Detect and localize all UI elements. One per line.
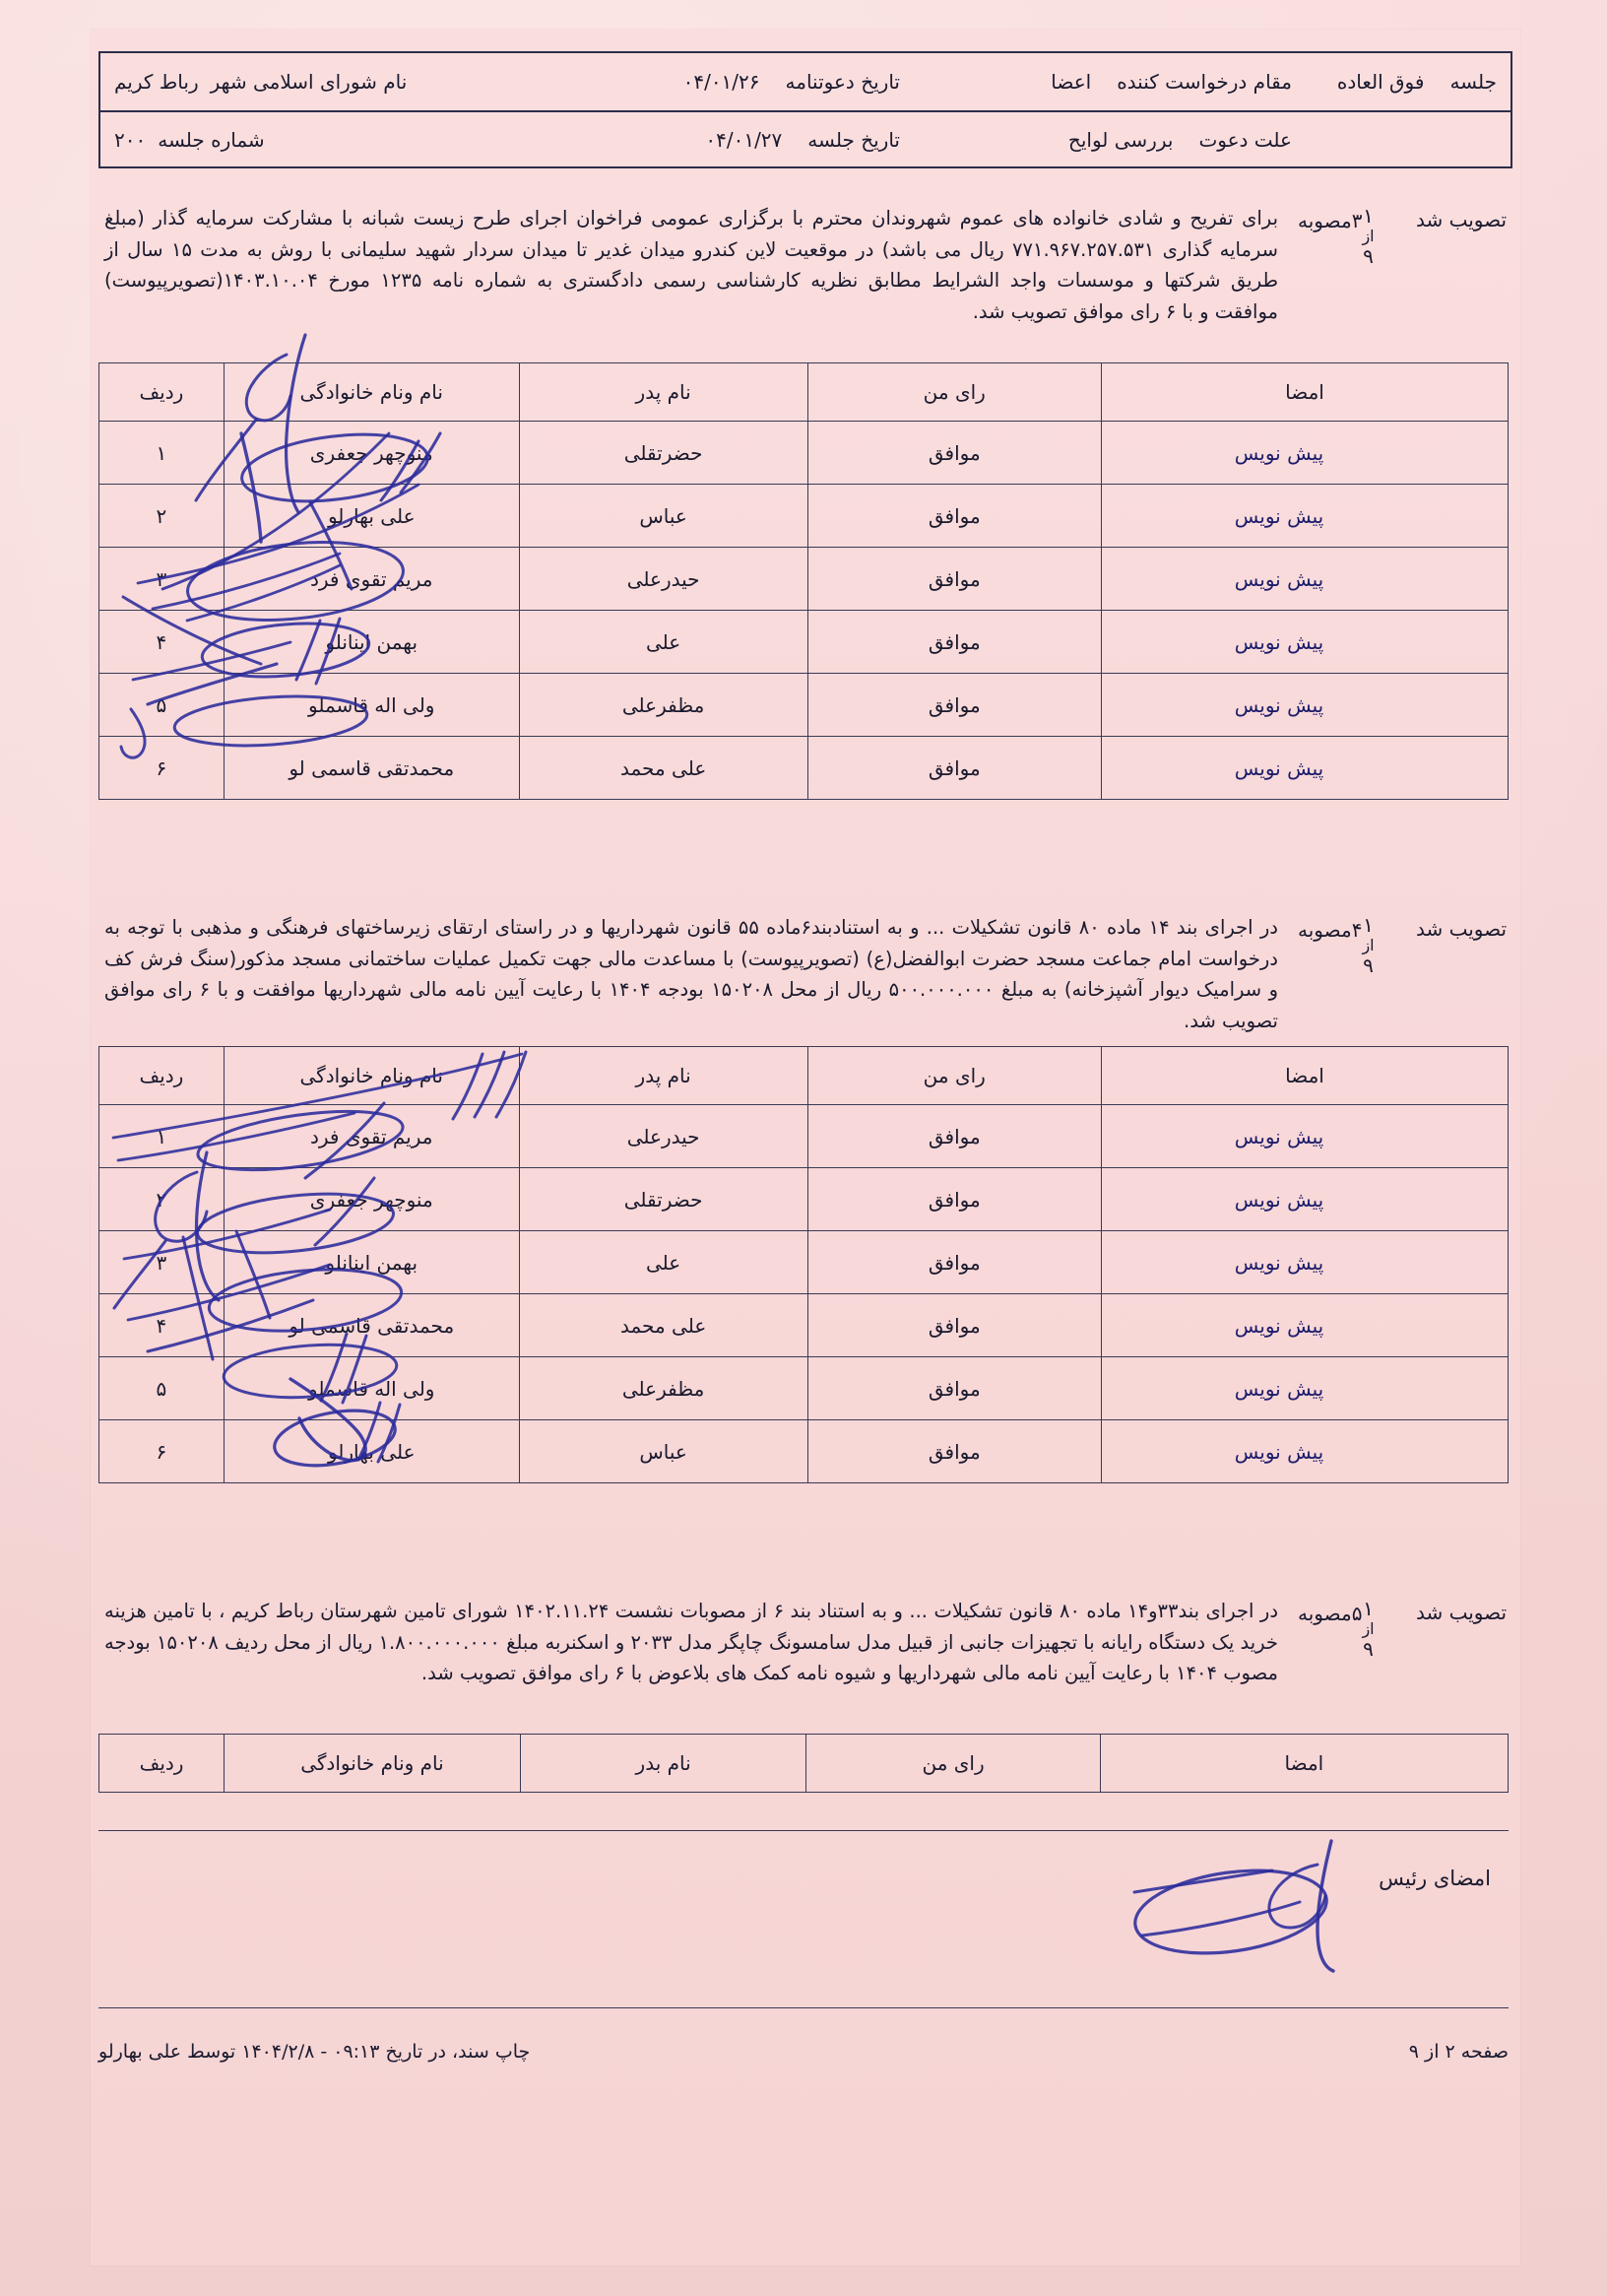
document-footer — [98, 2041, 1509, 2063]
resolution-page-frac-3 — [1362, 205, 1374, 268]
cell-name: مریم تقوی فرد — [224, 1105, 519, 1168]
cell-vote: موافق — [807, 1357, 1102, 1420]
cell-father: حضرتقلی — [519, 1168, 807, 1231]
resolution-text-4: در اجرای بند ۱۴ ماده ۸۰ قانون تشکیلات ... و به استنادبند۶ماده ۵۵ قانون شهرداریها و در راستای ارتقای زیرساختهای فرهنگی و مذهبی با توجه به درخواست امام جماعت مسجد حضرت ابوالفضل(ع) (تصویرپیوست) با مساعدت مالی جهت تکمیل عملیات ساختمانی مسجد مذکور(سنگ فرش کف و سرامیک دیوار آشپزخانه) به مبلغ ۵۰۰.۰۰۰.۰۰۰ ریال از محل ۱۵۰۲۰۸ بودجه ۱۴۰۴ با رعایت آیین نامه مالی شهرداریها موافقت و با ۶ رای موافق تصویب شد. — [104, 916, 1279, 1032]
table-row — [99, 1231, 1509, 1294]
header-vote: رای من — [807, 1047, 1102, 1105]
resolution-status-5: تصویب شد — [1415, 1601, 1508, 1624]
cell-name: بهمن اینانلو — [224, 611, 519, 674]
cell-name: علی بهارلو — [224, 485, 519, 548]
header-father: نام پدر — [519, 363, 807, 422]
table-row — [99, 1105, 1509, 1168]
cell-father: عباس — [519, 1420, 807, 1483]
resolution-of-label-5: از — [1362, 1619, 1375, 1638]
cell-name: بهمن اینانلو — [224, 1231, 519, 1294]
resolution-of-label-3: از — [1362, 227, 1375, 245]
cell-sign — [1102, 1168, 1509, 1231]
resolution-number-5: ۵ — [1351, 1602, 1363, 1625]
header-sign: امضا — [1100, 1735, 1508, 1793]
header-vote: رای من — [807, 363, 1102, 422]
header-name: نام ونام خانوادگی — [224, 363, 519, 422]
chairman-signature-label: امضای رئیس — [1379, 1867, 1491, 1890]
session-number-label: شماره جلسه — [158, 128, 265, 153]
sign-draft-text: پیش نویس — [1234, 1376, 1324, 1401]
header-father: نام پدر — [519, 1047, 807, 1105]
resolution-label-4: مصوبه — [1298, 918, 1352, 942]
cell-vote: موافق — [807, 548, 1102, 611]
cell-sign — [1102, 548, 1509, 611]
table-row — [99, 1420, 1509, 1483]
votes-table-header-row — [99, 363, 1509, 422]
cell-father: علی محمد — [519, 737, 807, 800]
table-row — [99, 674, 1509, 737]
invite-date-label: تاریخ دعوتنامه — [785, 69, 900, 94]
cell-father: عباس — [519, 485, 807, 548]
resolution-label-3: مصوبه — [1298, 209, 1352, 232]
cell-father: علی — [519, 611, 807, 674]
resolution-page-total-4: ۹ — [1363, 953, 1374, 978]
cell-father: علی — [519, 1231, 807, 1294]
invite-date-field — [591, 70, 914, 94]
header-father: نام بدر — [520, 1735, 806, 1793]
resolution-page-total-5: ۹ — [1363, 1637, 1374, 1662]
session-type-value: فوق العاده — [1336, 69, 1425, 94]
requester-field — [914, 70, 1306, 94]
resolution-meta-3 — [1288, 203, 1414, 268]
cell-row: ۵ — [99, 1357, 225, 1420]
header-name: نام ونام خانوادگی — [225, 1735, 521, 1793]
header-sign: امضا — [1102, 363, 1509, 422]
table-row — [99, 422, 1509, 485]
resolution-page-frac-5 — [1362, 1598, 1374, 1661]
signature-divider-top — [98, 1830, 1509, 1831]
cell-row: ۵ — [99, 674, 225, 737]
cell-name: ولی اله قاسملو — [224, 1357, 519, 1420]
cell-vote: موافق — [807, 611, 1102, 674]
session-number-value: ۲۰۰ — [114, 128, 147, 153]
cell-father: مظفرعلی — [519, 674, 807, 737]
invite-reason-label: علت دعوت — [1198, 128, 1292, 153]
cell-name: ولی اله قاسملو — [224, 674, 519, 737]
cell-father: مظفرعلی — [519, 1357, 807, 1420]
votes-table-3 — [98, 362, 1509, 800]
cell-sign — [1102, 1357, 1509, 1420]
resolution-number-3: ۳ — [1351, 209, 1363, 232]
table-row — [99, 1168, 1509, 1231]
cell-row: ۶ — [99, 1420, 225, 1483]
resolution-page-total-3: ۹ — [1363, 244, 1374, 269]
meeting-header-box — [98, 51, 1512, 168]
cell-sign — [1102, 737, 1509, 800]
table-row — [99, 737, 1509, 800]
sign-draft-text: پیش نویس — [1234, 1124, 1324, 1148]
cell-sign — [1102, 422, 1509, 485]
resolution-block-3 — [98, 203, 1509, 327]
requester-value: اعضا — [1051, 69, 1092, 94]
session-type-label: جلسه — [1449, 69, 1497, 94]
cell-vote: موافق — [807, 485, 1102, 548]
cell-father: حیدرعلی — [519, 1105, 807, 1168]
resolution-text-5: در اجرای بند۳۳و۱۴ ماده ۸۰ قانون تشکیلات ... و به استناد بند ۶ از مصوبات نشست ۱۴۰۲.۱۱.۲۴ شورای تامین شهرستان رباط کریم ، با تامین هزینه خرید یک دستگاه رایانه با تجهیزات جانبی از قبیل مدل سامسونگ چاپگر مدل ۲۰۳۳ و اسکنربه مبلغ ۱.۸۰۰.۰۰۰.۰۰۰ ریال از محل ردیف ۱۵۰۲۰۸ بودجه مصوب ۱۴۰۴ با رعایت آیین نامه مالی شهرداریها و شیوه نامه کمک های بلاعوض با ۶ رای موافق تصویب شد. — [104, 1600, 1279, 1685]
session-date-value: ۰۴/۰۱/۲۷ — [705, 128, 783, 153]
signature-divider-bottom — [98, 2007, 1509, 2008]
sign-draft-text: پیش نویس — [1234, 1250, 1324, 1275]
cell-sign — [1102, 1294, 1509, 1357]
sign-draft-text: پیش نویس — [1234, 1187, 1324, 1212]
cell-name: محمدتقی قاسمی لو — [224, 737, 519, 800]
cell-vote: موافق — [807, 1294, 1102, 1357]
session-date-field — [591, 128, 914, 152]
cell-row: ۲ — [99, 485, 225, 548]
table-row — [99, 611, 1509, 674]
cell-vote: موافق — [807, 1168, 1102, 1231]
cell-name: علی بهارلو — [224, 1420, 519, 1483]
cell-name: محمدتقی قاسمی لو — [224, 1294, 519, 1357]
header-row: ردیف — [99, 1735, 225, 1793]
table-row — [99, 1294, 1509, 1357]
cell-name: منوچهر جعفری — [224, 422, 519, 485]
resolution-block-4 — [98, 912, 1509, 1036]
sign-draft-text: پیش نویس — [1234, 755, 1324, 780]
votes-table-5 — [98, 1734, 1509, 1793]
resolution-number-4: ۴ — [1351, 918, 1363, 942]
resolution-status-3: تصویب شد — [1415, 208, 1508, 231]
header-sign: امضا — [1102, 1047, 1509, 1105]
sign-draft-text: پیش نویس — [1234, 1313, 1324, 1338]
cell-row: ۳ — [99, 1231, 225, 1294]
cell-row: ۱ — [99, 422, 225, 485]
cell-sign — [1102, 485, 1509, 548]
resolution-of-label-4: از — [1362, 936, 1375, 954]
resolution-page-current-5: ۱ — [1363, 1597, 1374, 1620]
cell-row: ۴ — [99, 611, 225, 674]
session-type-field — [1306, 70, 1511, 94]
council-name-field — [100, 70, 591, 94]
resolution-meta-4 — [1288, 912, 1414, 977]
page-info: صفحه ۲ از ۹ — [1408, 2041, 1509, 2063]
table-row — [99, 485, 1509, 548]
sign-draft-text: پیش نویس — [1234, 440, 1324, 465]
invite-reason-field — [914, 128, 1306, 152]
cell-vote: موافق — [807, 1105, 1102, 1168]
sign-draft-text: پیش نویس — [1234, 1439, 1324, 1464]
session-date-label: تاریخ جلسه — [807, 128, 900, 153]
header-row-2 — [100, 112, 1511, 169]
invite-date-value: ۰۴/۰۱/۲۶ — [682, 69, 760, 94]
sign-draft-text: پیش نویس — [1234, 629, 1324, 654]
council-name-value: رباط کریم — [114, 69, 199, 94]
cell-vote: موافق — [807, 737, 1102, 800]
header-row: ردیف — [99, 363, 225, 422]
votes-table-4 — [98, 1046, 1509, 1483]
cell-father: حیدرعلی — [519, 548, 807, 611]
cell-vote: موافق — [807, 1231, 1102, 1294]
cell-name: مریم تقوی فرد — [224, 548, 519, 611]
resolution-page-current-4: ۱ — [1363, 913, 1374, 937]
header-name: نام ونام خانوادگی — [224, 1047, 519, 1105]
resolution-page-current-3: ۱ — [1363, 204, 1374, 228]
header-row-1 — [100, 53, 1511, 112]
resolution-page-frac-4 — [1362, 914, 1374, 977]
header-vote: رای من — [806, 1735, 1100, 1793]
resolution-block-5 — [98, 1596, 1509, 1689]
resolution-status-4: تصویب شد — [1415, 917, 1508, 941]
cell-row: ۳ — [99, 548, 225, 611]
cell-father: علی محمد — [519, 1294, 807, 1357]
sign-draft-text: پیش نویس — [1234, 503, 1324, 528]
cell-sign — [1102, 674, 1509, 737]
cell-row: ۲ — [99, 1168, 225, 1231]
resolution-label-5: مصوبه — [1298, 1602, 1352, 1625]
votes-table-header-row — [99, 1047, 1509, 1105]
table-row — [99, 1357, 1509, 1420]
cell-row: ۴ — [99, 1294, 225, 1357]
header-row: ردیف — [99, 1047, 225, 1105]
table-row — [99, 548, 1509, 611]
cell-sign — [1102, 1105, 1509, 1168]
resolution-text-3: برای تفریح و شادی خانواده های عموم شهروندان محترم با برگزاری عمومی فراخوان اجرای طرح زیست شبانه با مشارکت سرمایه گذار (مبلغ سرمایه گذاری ۷۷۱.۹۶۷.۲۵۷.۵۳۱ ریال می باشد) در موقعیت لاین کندرو میدان غدیر تا میدان سردار شهید سلیمانی با روش به مدت ۱۵ سال از طریق شرکتها و موسسات واجد الشرایط مطابق نظریه کارشناسی رسمی دادگستری به شماره نامه ۱۲۳۵ مورخ ۱۴۰۳.۱۰.۰۴(تصویرپیوست) موافقت و با ۶ رای موافق تصویب شد. — [104, 207, 1279, 323]
cell-sign — [1102, 1420, 1509, 1483]
cell-row: ۱ — [99, 1105, 225, 1168]
cell-vote: موافق — [807, 674, 1102, 737]
cell-name: منوچهر جعفری — [224, 1168, 519, 1231]
session-number-field — [100, 128, 591, 152]
print-info: چاپ سند، در تاریخ ۰۹:۱۳ - ۱۴۰۴/۲/۸ توسط علی بهارلو — [98, 2041, 531, 2063]
council-name-label: نام شورای اسلامی شهر — [210, 69, 408, 94]
requester-label: مقام درخواست کننده — [1117, 69, 1292, 94]
cell-sign — [1102, 1231, 1509, 1294]
sign-draft-text: پیش نویس — [1234, 566, 1324, 591]
sign-draft-text: پیش نویس — [1234, 692, 1324, 717]
cell-row: ۶ — [99, 737, 225, 800]
votes-table-header-row — [99, 1735, 1509, 1793]
cell-vote: موافق — [807, 422, 1102, 485]
cell-sign — [1102, 611, 1509, 674]
invite-reason-value: بررسی لوایح — [1067, 128, 1174, 153]
cell-vote: موافق — [807, 1420, 1102, 1483]
resolution-meta-5 — [1288, 1596, 1414, 1661]
cell-father: حضرتقلی — [519, 422, 807, 485]
